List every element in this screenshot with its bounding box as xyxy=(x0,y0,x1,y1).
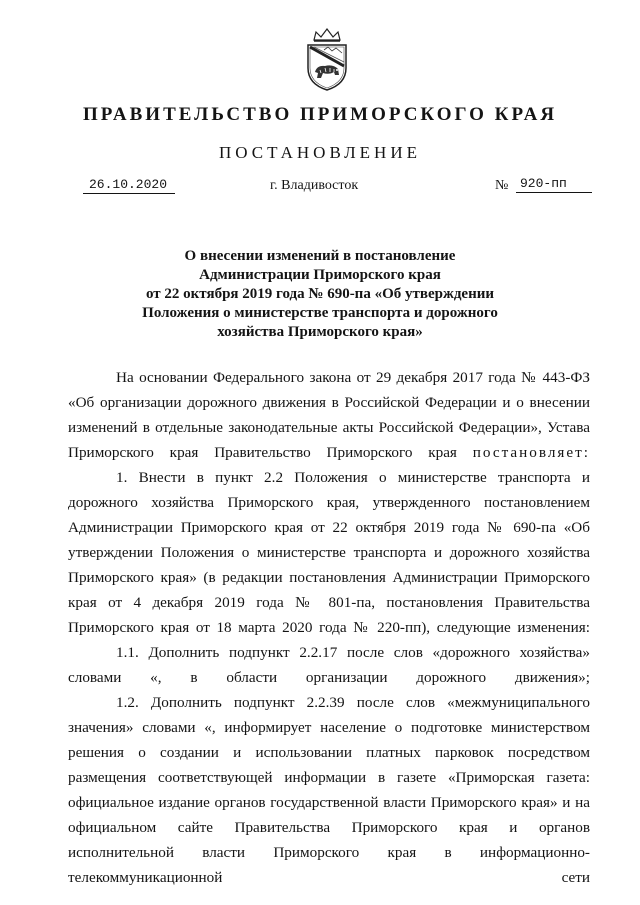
coat-of-arms-emblem xyxy=(302,26,352,92)
heading-line: хозяйства Приморского края» xyxy=(217,324,423,340)
resolves-word: постановляет: xyxy=(472,444,590,461)
paragraph-item-1-1: 1.1. Дополнить подпункт 2.2.17 после слов «дорожного хозяйства» словами «, в области организации дорожного движения»; xyxy=(68,644,590,686)
paragraph-item-1-2: 1.2. Дополнить подпункт 2.2.39 после слов «межмуниципального значения» словами «, информирует население о подготовке министерством решения о создании и использовании платных парковок посредством размещения соответствующей информации в газете «Приморская газета: официальное издание органов государственной власти Приморского края» и на официальном сайте Правительства Приморского края и органов исполнительной власти Приморского края в информационно-телекоммуникационной сети xyxy=(68,694,590,886)
document-city: г. Владивосток xyxy=(270,178,359,193)
heading-line: от 22 октября 2019 года № 690-па «Об утверждении xyxy=(145,286,495,302)
document-body xyxy=(68,365,590,890)
number-label: № xyxy=(495,178,509,193)
document-heading xyxy=(120,247,520,342)
preamble-text: На основании Федерального закона от 29 декабря 2017 года № 443-ФЗ «Об организации дорожного движения в Российской Федерации и о внесении изменений в отдельные законодательные акты Российской Федерации», Устава Приморского края Правительство Приморского края xyxy=(68,369,590,461)
heading-line: Положения о министерстве транспорта и дорожного xyxy=(142,305,498,321)
heading-line: Администрации Приморского края xyxy=(199,267,441,283)
paragraph-preamble xyxy=(68,365,590,465)
document-type: ПОСТАНОВЛЕНИЕ xyxy=(218,143,421,162)
document-number: 920-пп xyxy=(516,176,592,193)
heading-line: О внесении изменений в постановление xyxy=(184,248,456,264)
document-date: 26.10.2020 xyxy=(83,177,175,194)
paragraph-item-1: 1. Внести в пункт 2.2 Положения о министерстве транспорта и дорожного хозяйства Приморского края, утвержденного постановлением Администрации Приморского края от 22 октября 2019 года № 690-па «Об утверждении Положения о министерстве транспорта и дорожного хозяйства Приморского края» (в редакции постановления Администрации Приморского края от 4 декабря 2019 года № 801-па, постановления Правительства Приморского края от 18 марта 2020 года № 220-пп), следующие изменения: xyxy=(68,469,590,636)
government-title: ПРАВИТЕЛЬСТВО ПРИМОРСКОГО КРАЯ xyxy=(82,104,558,125)
